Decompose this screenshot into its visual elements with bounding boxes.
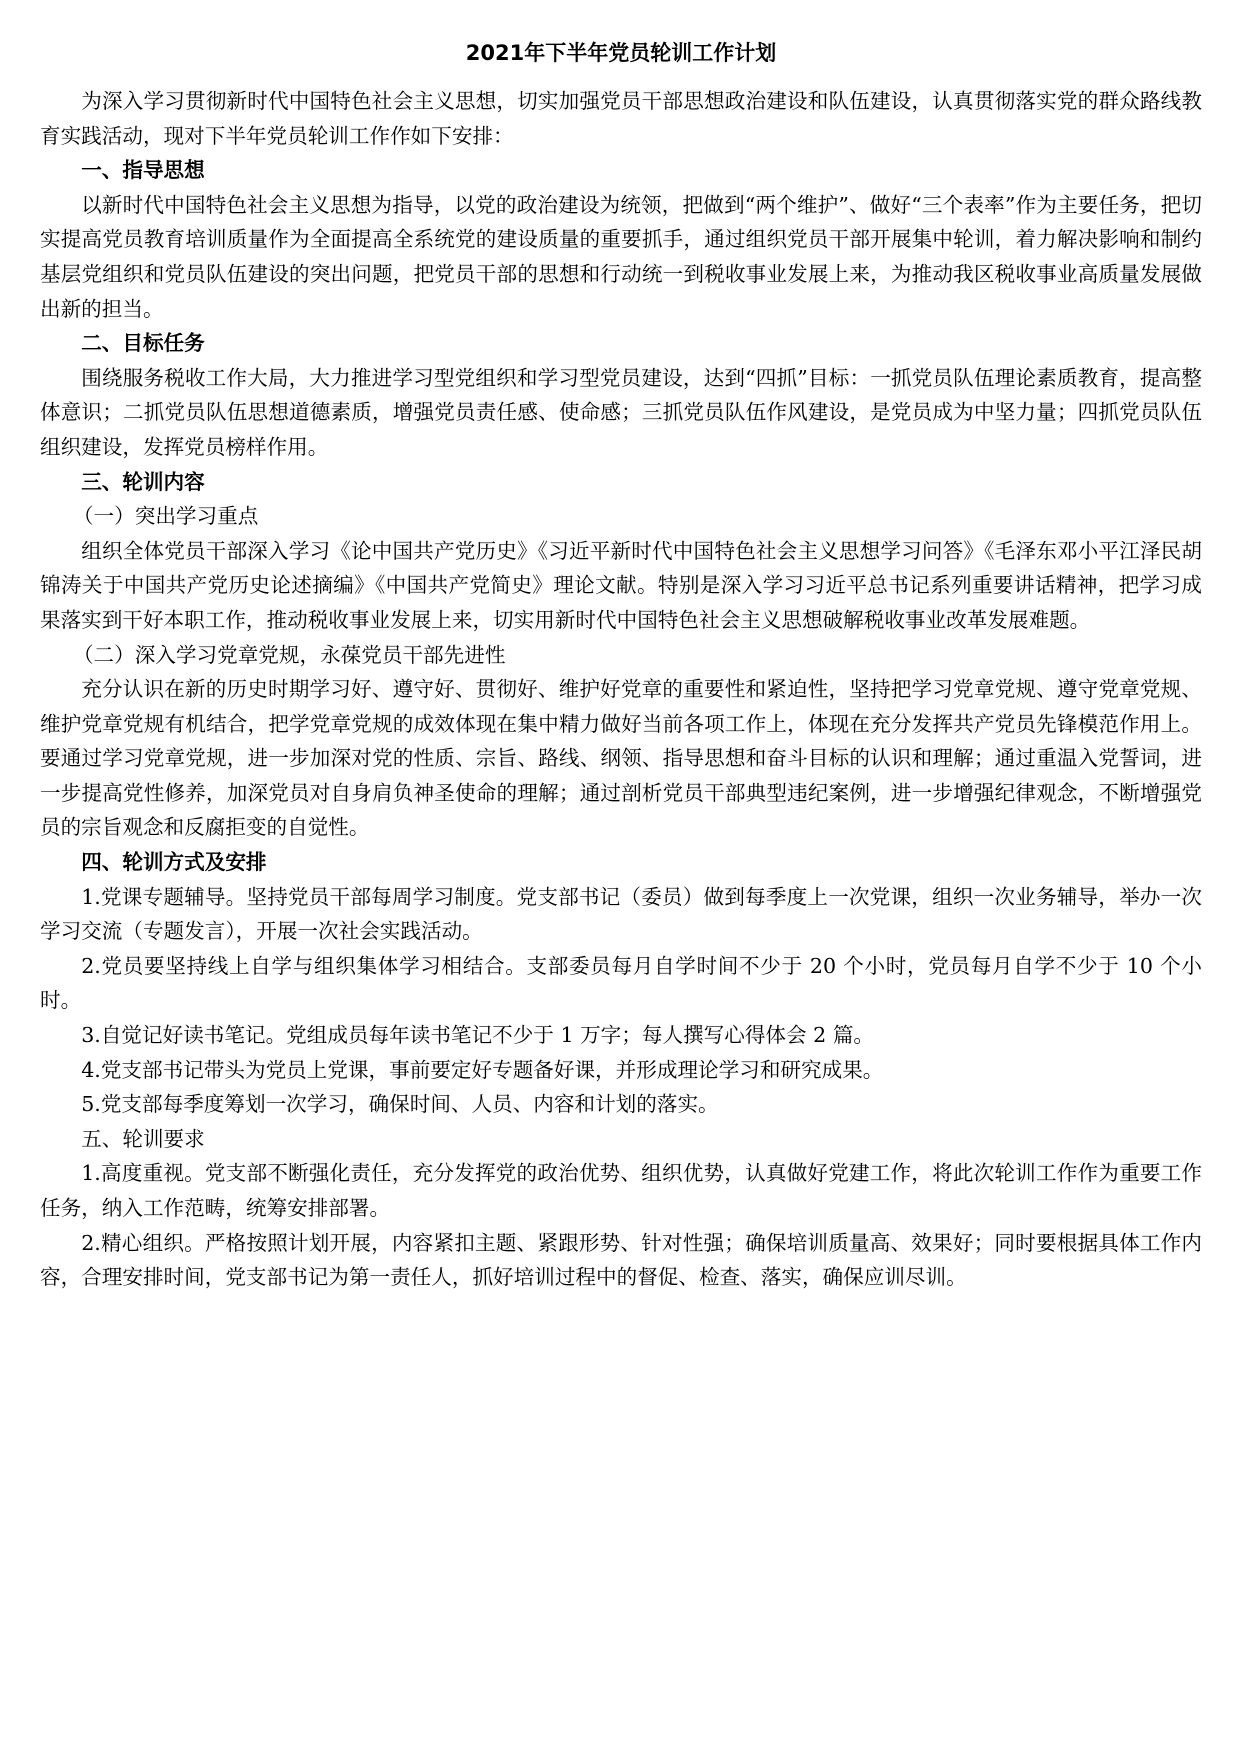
- subsection-body-study-focus: 组织全体党员干部深入学习《论中国共产党历史》《习近平新时代中国特色社会主义思想学习问答》《毛泽东邓小平江泽民胡锦涛关于中国共产党历史论述摘编》《中国共产党简史》理论文献。特别是深入学习习近平总书记系列重要讲话精神，把学习成果落实到干好本职工作，推动税收事业发展上来，切实用新时代中国特色社会主义思想破解税收事业改革发展难题。: [40, 538, 1202, 632]
- method-item: 5.党支部每季度筹划一次学习，确保时间、人员、内容和计划的落实。: [81, 1092, 719, 1117]
- document-title: 2021年下半年党员轮训工作计划: [465, 41, 777, 65]
- section-body-guiding-thought: 以新时代中国特色社会主义思想为指导，以党的政治建设为统领，把做到“两个维护”、做好“三个表率”作为主要任务，把切实提高党员教育培训质量作为全面提高全系统党的建设质量的重要抓手，通过组织党员干部开展集中轮训，着力解决影响和制约基层党组织和党员队伍建设的突出问题，把党员干部的思想和行动统一到税收事业发展上来，为推动我区税收事业高质量发展做出新的担当。: [40, 192, 1202, 321]
- section-heading-guiding-thought: 一、指导思想: [81, 158, 205, 183]
- section-heading-goals: 二、目标任务: [81, 331, 205, 356]
- intro-paragraph: 为深入学习贯彻新时代中国特色社会主义思想，切实加强党员干部思想政治建设和队伍建设，认真贯彻落实党的群众路线教育实践活动，现对下半年党员轮训工作作如下安排：: [40, 89, 1202, 148]
- requirement-item: 1.高度重视。党支部不断强化责任，充分发挥党的政治优势、组织优势，认真做好党建工作，将此次轮训工作作为重要工作任务，纳入工作范畴，统筹安排部署。: [40, 1161, 1202, 1220]
- method-item: 4.党支部书记带头为党员上党课，事前要定好专题备好课，并形成理论学习和研究成果。: [81, 1057, 884, 1082]
- section-heading-content: 三、轮训内容: [81, 469, 205, 494]
- section-body-goals: 围绕服务税收工作大局，大力推进学习型党组织和学习型党员建设，达到“四抓”目标：一抓党员队伍理论素质教育，提高整体意识；二抓党员队伍思想道德素质，增强党员责任感、使命感；三抓党员队伍作风建设，是党员成为中坚力量；四抓党员队伍组织建设，发挥党员榜样作用。: [40, 365, 1202, 459]
- subsection-heading-party-constitution: （二）深入学习党章党规，永葆党员干部先进性: [72, 642, 506, 667]
- section-heading-requirements: 五、轮训要求: [81, 1126, 205, 1151]
- method-item: 2.党员要坚持线上自学与组织集体学习相结合。支部委员每月自学时间不少于 20 个小时，党员每月自学不少于 10 个小时。: [40, 953, 1202, 1013]
- method-item: 1.党课专题辅导。坚持党员干部每周学习制度。党支部书记（委员）做到每季度上一次党课，组织一次业务辅导，举办一次学习交流（专题发言），开展一次社会实践活动。: [40, 884, 1202, 944]
- subsection-heading-study-focus: （一）突出学习重点: [72, 504, 259, 529]
- requirement-item: 2.精心组织。严格按照计划开展，内容紧扣主题、紧跟形势、针对性强；确保培训质量高、效果好；同时要根据具体工作内容，合理安排时间，党支部书记为第一责任人，抓好培训过程中的督促、检查、落实，确保应训尽训。: [40, 1230, 1202, 1290]
- method-item: 3.自觉记好读书笔记。党组成员每年读书笔记不少于 1 万字；每人撰写心得体会 2 篇。: [81, 1023, 875, 1048]
- section-heading-methods: 四、轮训方式及安排: [81, 850, 267, 875]
- subsection-body-party-constitution: 充分认识在新的历史时期学习好、遵守好、贯彻好、维护好党章的重要性和紧迫性，坚持把学习党章党规、遵守党章党规、维护党章党规有机结合，把学党章党规的成效体现在集中精力做好当前各项工作上，体现在充分发挥共产党员先锋模范作用上。要通过学习党章党规，进一步加深对党的性质、宗旨、路线、纲领、指导思想和奋斗目标的认识和理解；通过重温入党誓词，进一步提高党性修养，加深党员对自身肩负神圣使命的理解；通过剖析党员干部典型违纪案例，进一步增强纪律观念，不断增强党员的宗旨观念和反腐拒变的自觉性。: [40, 677, 1202, 840]
